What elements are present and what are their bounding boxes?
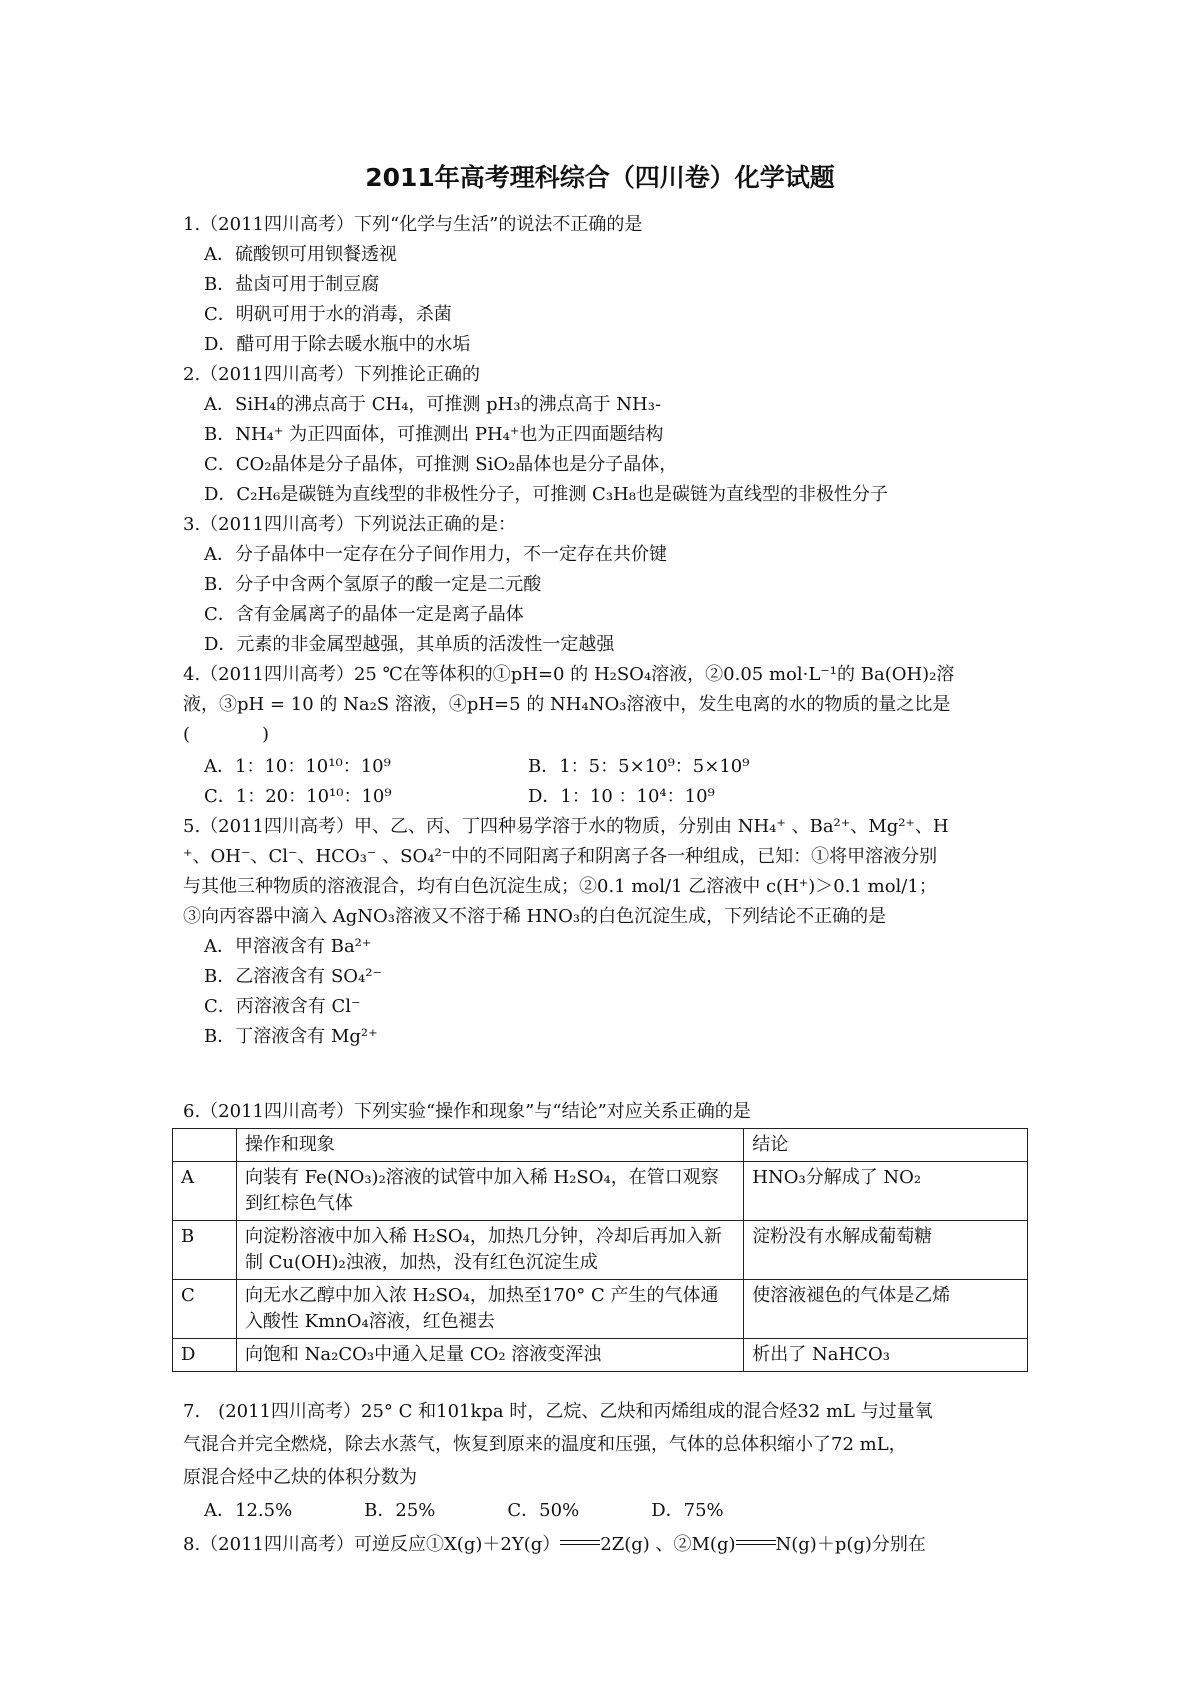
question-8-text-part-1: 8.（2011四川高考）可逆反应①X(g)＋2Y(g） [183,1534,561,1555]
question-6-table [172,1128,1028,1372]
question-4-option-c: C．1：20：10¹⁰：10⁹ [204,786,392,807]
question-6-stem: 6.（2011四川高考）下列实验“操作和现象”与“结论”对应关系正确的是 [183,1101,751,1122]
question-5-option-c: C．丙溶液含有 Cl⁻ [204,996,361,1017]
question-4-stem-line-2: 液，③pH = 10 的 Na₂S 溶液，④pH=5 的 NH₄NO₃溶液中，发生电离的水的物质的量之比是 [183,694,951,715]
question-5-stem-line-3: 与其他三种物质的溶液混合，均有白色沉淀生成；②0.1 mol/1 乙溶液中 c(H⁺)＞0.1 mol/1； [183,876,937,897]
question-1-option-c: C．明矾可用于水的消毒，杀菌 [204,304,452,325]
question-2-option-b: B．NH₄⁺ 为正四面体，可推测出 PH₄⁺也为正四面题结构 [204,424,664,445]
equilibrium-arrow-icon [560,1538,600,1548]
question-7-stem-line-1: 7. (2011四川高考）25° C 和101kpa 时，乙烷、乙炔和丙烯组成的混合烃32 mL 与过量氧 [183,1401,933,1422]
question-5-option-a: A．甲溶液含有 Ba²⁺ [204,936,372,957]
question-3-option-c: C．含有金属离子的晶体一定是离子晶体 [204,604,524,625]
table-row [173,1162,1028,1221]
question-2-option-a: A．SiH₄的沸点高于 CH₄，可推测 pH₃的沸点高于 NH₃- [204,394,662,415]
question-2-option-d: D．C₂H₆是碳链为直线型的非极性分子，可推测 C₃H₈也是碳链为直线型的非极性分子 [204,484,888,505]
table-row [173,1221,1028,1280]
equilibrium-arrow-icon [736,1538,776,1548]
question-1-option-b: B．盐卤可用于制豆腐 [204,274,380,295]
table-header-cell: 结论 [744,1129,1028,1162]
table-cell-conclusion: HNO₃分解成了 NO₂ [744,1162,1028,1221]
question-4-option-d: D．1：10 ：10⁴：10⁹ [528,786,715,807]
table-cell-conclusion: 析出了 NaHCO₃ [744,1339,1028,1372]
question-7-options: A．12.5% B．25% C．50% D．75% [204,1500,724,1521]
question-7-stem-line-2: 气混合并完全燃烧，除去水蒸气，恢复到原来的温度和压强，气体的总体积缩小了72 mL， [183,1434,907,1455]
question-3-option-d: D．元素的非金属型越强，其单质的活泼性一定越强 [204,634,615,655]
question-3-stem: 3.（2011四川高考）下列说法正确的是： [183,514,516,535]
table-cell-conclusion: 使溶液褪色的气体是乙烯 [744,1280,1028,1339]
question-8-stem-line-1 [183,1533,926,1557]
table-cell-operation: 向淀粉溶液中加入稀 H₂SO₄，加热几分钟，冷却后再加入新制 Cu(OH)₂浊液，加热，没有红色沉淀生成 [236,1221,743,1280]
question-8-text-part-3: N(g)＋p(g)分别在 [775,1534,926,1555]
question-1-option-a: A．硫酸钡可用钡餐透视 [204,244,397,265]
table-row [173,1280,1028,1339]
question-4-stem-line-1: 4.（2011四川高考）25 ℃在等体积的①pH=0 的 H₂SO₄溶液，②0.05 mol·L⁻¹的 Ba(OH)₂溶 [183,664,955,685]
table-cell-operation: 向饱和 Na₂CO₃中通入足量 CO₂ 溶液变浑浊 [236,1339,743,1372]
question-1-stem: 1.（2011四川高考）下列“化学与生活”的说法不正确的是 [183,214,643,235]
table-row [173,1339,1028,1372]
question-5-stem-line-2: ⁺、OH⁻、Cl⁻、HCO₃⁻ 、SO₄²⁻中的不同阳离子和阴离子各一种组成，已知：①将甲溶液分别 [183,846,938,867]
question-4-option-a: A．1：10：10¹⁰：10⁹ [204,756,391,777]
table-cell-operation: 向无水乙醇中加入浓 H₂SO₄，加热至170° C 产生的气体通入酸性 KmnO₄溶液，红色褪去 [236,1280,743,1339]
question-5-option-b: B．乙溶液含有 SO₄²⁻ [204,966,382,987]
question-2-option-c: C．CO₂晶体是分子晶体，可推测 SiO₂晶体也是分子晶体， [204,454,678,475]
table-cell-label: A [173,1162,237,1221]
question-5-stem-line-4: ③向丙容器中滴入 AgNO₃溶液又不溶于稀 HNO₃的白色沉淀生成，下列结论不正确的是 [183,906,887,927]
question-7-stem-line-3: 原混合烃中乙炔的体积分数为 [183,1467,417,1488]
table-header-cell [173,1129,237,1162]
table-header-row [173,1129,1028,1162]
question-4-option-b: B．1：5：5×10⁹：5×10⁹ [528,756,750,777]
question-2-stem: 2.（2011四川高考）下列推论正确的 [183,364,480,385]
question-5-option-d: B．丁溶液含有 Mg²⁺ [204,1026,378,1047]
table-header-cell: 操作和现象 [236,1129,743,1162]
table-cell-conclusion: 淀粉没有水解成葡萄糖 [744,1221,1028,1280]
table-cell-label: B [173,1221,237,1280]
table-cell-operation: 向装有 Fe(NO₃)₂溶液的试管中加入稀 H₂SO₄，在管口观察到红棕色气体 [236,1162,743,1221]
question-5-stem-line-1: 5.（2011四川高考）甲、乙、丙、丁四种易学溶于水的物质，分别由 NH₄⁺ 、Ba²⁺、Mg²⁺、H [183,816,949,837]
question-4-stem-line-3: ( ) [183,724,270,745]
table-cell-label: D [173,1339,237,1372]
question-1-option-d: D．醋可用于除去暖水瓶中的水垢 [204,334,471,355]
question-8-text-part-2: 2Z(g) 、②M(g) [600,1534,736,1555]
table-cell-label: C [173,1280,237,1339]
page-title: 2011年高考理科综合（四川卷）化学试题 [365,163,835,192]
question-3-option-b: B．分子中含两个氢原子的酸一定是二元酸 [204,574,542,595]
question-3-option-a: A．分子晶体中一定存在分子间作用力，不一定存在共价键 [204,544,667,565]
